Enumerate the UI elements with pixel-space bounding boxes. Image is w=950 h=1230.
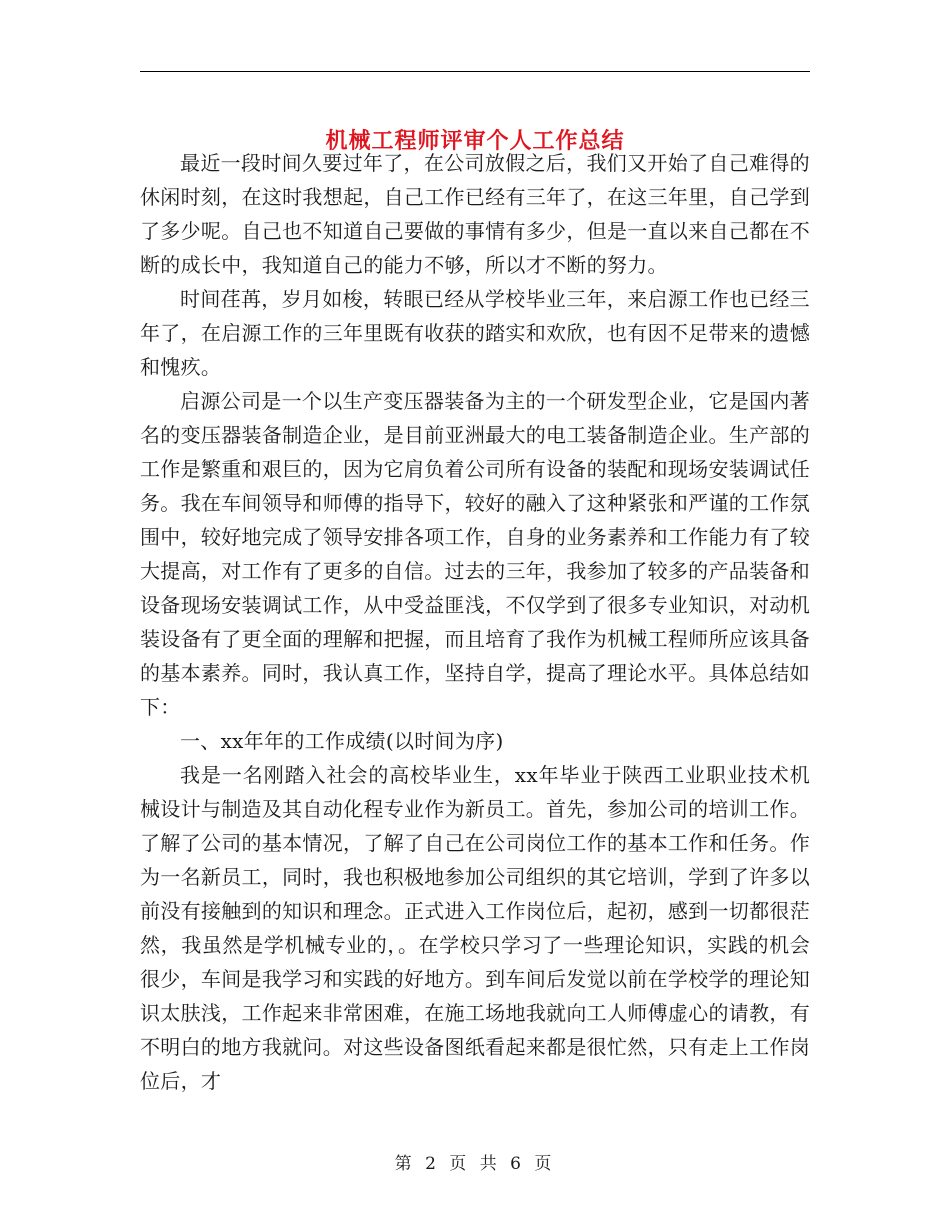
document-body bbox=[140, 146, 810, 1098]
paragraph: 启源公司是一个以生产变压器装备为主的一个研发型企业，它是国内著名的变压器装备制造企业，是目前亚洲最大的电工装备制造企业。生产部的工作是繁重和艰巨的，因为它肩负着公司所有设备的装配和现场安装调试任务。我在车间领导和师傅的指导下，较好的融入了这种紧张和严谨的工作氛围中，较好地完成了领导安排各项工作，自身的业务素养和工作能力有了较大提高，对工作有了更多的自信。过去的三年，我参加了较多的产品装备和设备现场安装调试工作，从中受益匪浅，不仅学到了很多专业知识，对动机装设备有了更全面的理解和把握，而且培育了我作为机械工程师所应该具备的基本素养。同时，我认真工作，坚持自学，提高了理论水平。具体总结如下： bbox=[140, 389, 810, 719]
page-number: 第 2 页 共 6 页 bbox=[394, 1154, 556, 1174]
header-rule bbox=[140, 71, 810, 72]
paragraph: 时间荏苒，岁月如梭，转眼已经从学校毕业三年，来启源工作也已经三年了，在启源工作的三年里既有收获的踏实和欢欣，也有因不足带来的遗憾和愧疚。 bbox=[140, 287, 810, 379]
section-heading: 一、xx年年的工作成绩(以时间为序) bbox=[180, 729, 504, 753]
paragraph: 最近一段时间久要过年了，在公司放假之后，我们又开始了自己难得的休闲时刻，在这时我想起，自己工作已经有三年了，在这三年里，自己学到了多少呢。自己也不知道自己要做的事情有多少，但是一直以来自己都在不断的成长中，我知道自己的能力不够，所以才不断的努力。 bbox=[140, 151, 810, 277]
paragraph: 我是一名刚踏入社会的高校毕业生，xx年毕业于陕西工业职业技术机械设计与制造及其自动化程专业作为新员工。首先，参加公司的培训工作。了解了公司的基本情况，了解了自己在公司岗位工作的基本工作和任务。作为一名新员工，同时，我也积极地参加公司组织的其它培训，学到了许多以前没有接触到的知识和理念。正式进入工作岗位后，起初，感到一切都很茫然，我虽然是学机械专业的，。在学校只学习了一些理论知识，实践的机会很少，车间是我学习和实践的好地方。到车间后发觉以前在学校学的理论知识太肤浅，工作起来非常困难，在施工场地我就向工人师傅虚心的请教，有不明白的地方我就问。对这些设备图纸看起来都是很忙然，只有走上工作岗位后，才 bbox=[140, 763, 810, 1093]
document-title: 机械工程师评审个人工作总结 bbox=[325, 127, 625, 154]
